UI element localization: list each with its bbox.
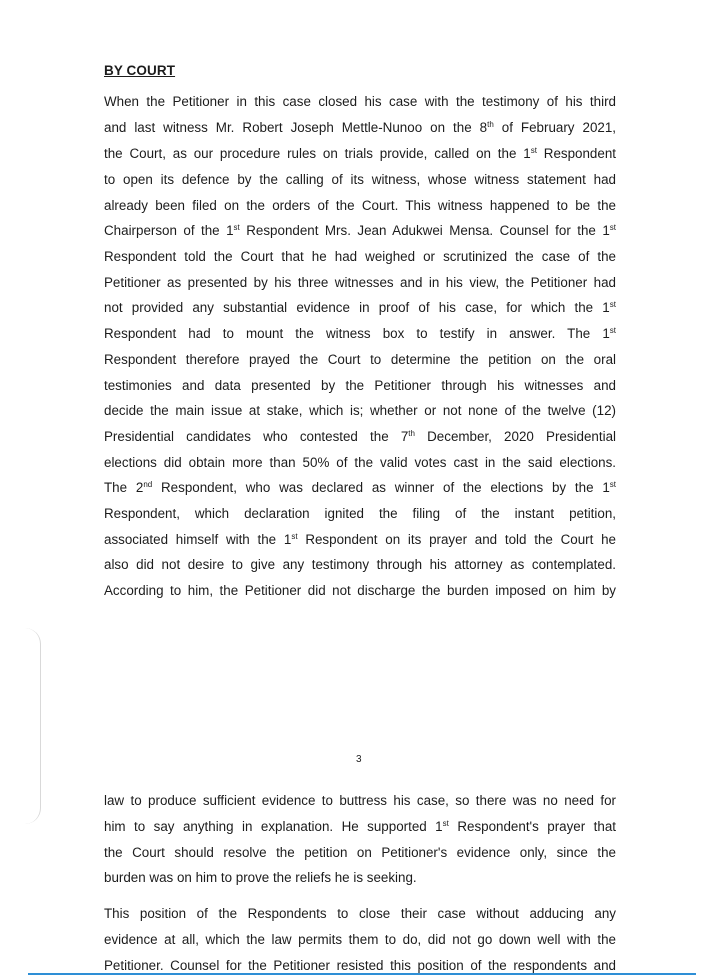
page-curl-edge [24,628,41,824]
text-line: Presidential candidates who contested the 7th December, 2020 Presidential [104,429,616,444]
text-line: The 2nd Respondent, who was declared as winner of the elections by the 1st [104,480,616,495]
text-line: him to say anything in explanation. He supported 1st Respondent's prayer that [104,819,617,834]
text-line: Respondent had to mount the witness box to testify in answer. The 1st [104,326,616,341]
text-line: Chairperson of the 1st Respondent Mrs. Jean Adukwei Mensa. Counsel for the 1st [104,223,616,238]
section-heading: BY COURT [104,63,176,78]
text-line: Respondent told the Court that he had weighed or scrutinized the case of the [104,249,616,264]
text-line: not provided any substantial evidence in proof of his case, for which the 1st [104,300,616,315]
text-line: decide the main issue at stake, which is; whether or not none of the twelve (12) [104,403,616,418]
text-line: already been filed on the orders of the Court. This witness happened to be the [104,198,616,213]
text-line: When the Petitioner in this case closed his case with the testimony of his third [104,94,616,109]
text-line: Petitioner as presented by his three witnesses and in his view, the Petitioner had [104,275,616,290]
text-line: burden was on him to prove the reliefs he is seeking. [104,870,417,885]
text-line: Petitioner. Counsel for the Petitioner resisted this position of the respondents and [104,958,616,973]
text-line: the Court should resolve the petition on Petitioner's evidence only, since the [104,845,616,860]
text-line: testimonies and data presented by the Petitioner through his witnesses and [104,378,616,393]
text-line: This position of the Respondents to close their case without adducing any [104,906,616,921]
text-line: evidence at all, which the law permits them to do, did not go down well with the [104,932,616,947]
text-line: the Court, as our procedure rules on trials provide, called on the 1st Respondent [104,146,616,161]
text-line: associated himself with the 1st Respondent on its prayer and told the Court he [104,532,616,547]
bottom-divider [28,973,696,975]
text-line: According to him, the Petitioner did not discharge the burden imposed on him by [104,583,616,598]
page-number: 3 [356,754,362,765]
text-line: to open its defence by the calling of its witness, whose witness statement had [104,172,616,187]
text-line: Respondent, which declaration ignited the filing of the instant petition, [104,506,616,521]
text-line: also did not desire to give any testimony through his attorney as contemplated. [104,557,616,572]
text-line: and last witness Mr. Robert Joseph Mettle-Nunoo on the 8th of February 2021, [104,120,617,135]
text-line: Respondent therefore prayed the Court to determine the petition on the oral [104,352,616,367]
text-line: law to produce sufficient evidence to buttress his case, so there was no need for [104,793,616,808]
text-line: elections did obtain more than 50% of the valid votes cast in the said elections. [104,455,616,470]
